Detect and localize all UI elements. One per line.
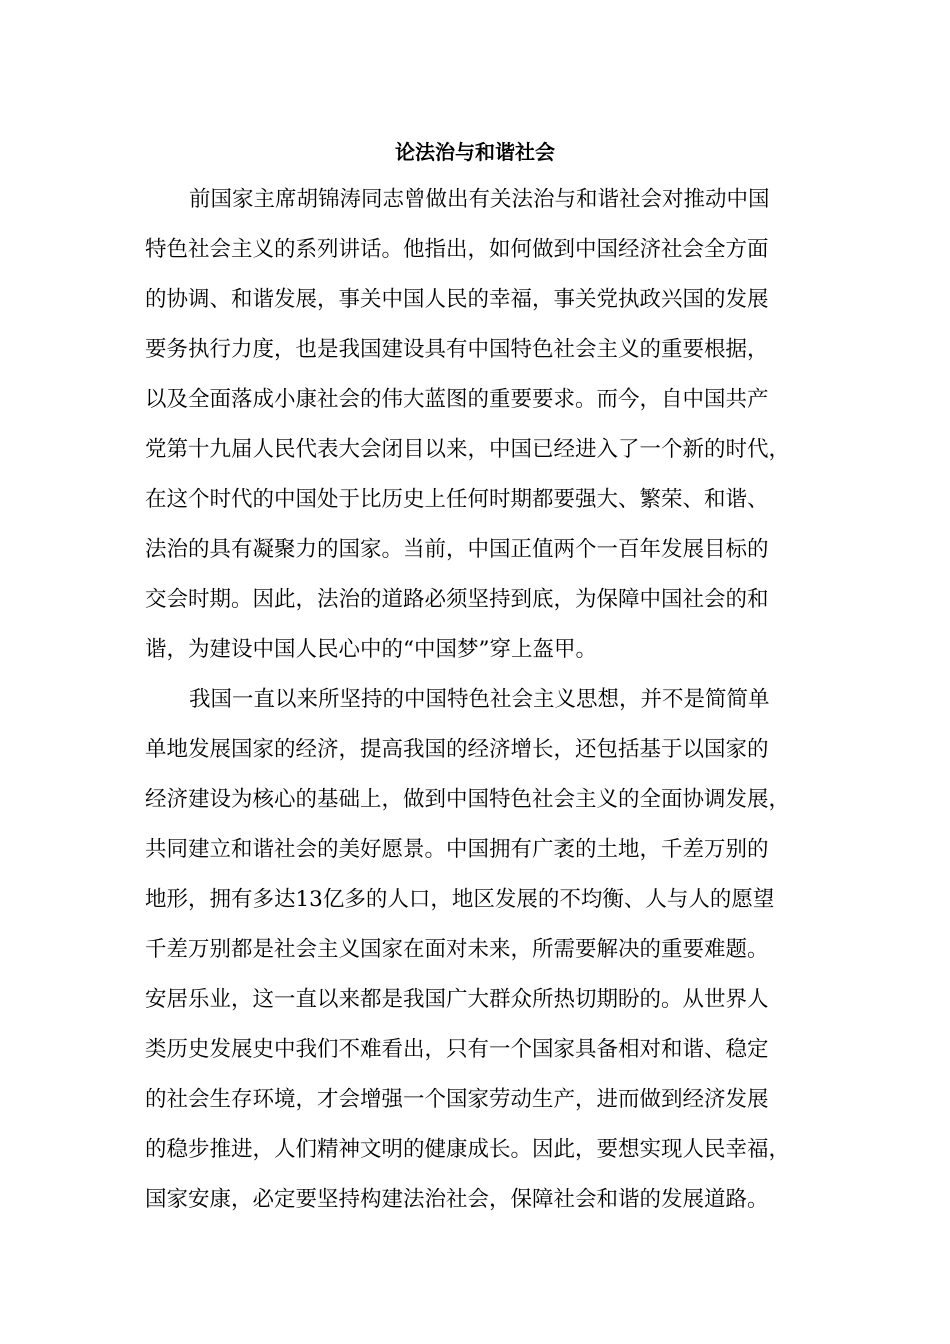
- paragraph-2-line-2: 单地发展国家的经济，提高我国的经济增长，还包括基于以国家的: [145, 737, 769, 762]
- paragraph-1-line-1: 前国家主席胡锦涛同志曾做出有关法治与和谐社会对推动中国: [189, 187, 770, 212]
- paragraph-2-line-3: 经济建设为核心的基础上，做到中国特色社会主义的全面协调发展，: [145, 787, 791, 812]
- paragraph-1-line-3: 的协调、和谐发展，事关中国人民的幸福，事关党执政兴国的发展: [145, 287, 769, 312]
- paragraph-1-line-4: 要务执行力度，也是我国建设具有中国特色社会主义的重要根据，: [145, 337, 769, 362]
- paragraph-2-line-7: 安居乐业，这一直以来都是我国广大群众所热切期盼的。从世界人: [145, 987, 769, 1012]
- paragraph-1-line-7: 在这个时代的中国处于比历史上任何时期都要强大、繁荣、和谐、: [145, 487, 769, 512]
- paragraph-2-line-1: 我国一直以来所坚持的中国特色社会主义思想，并不是简简单: [189, 687, 770, 712]
- paragraph-2-line-11: 国家安康，必定要坚持构建法治社会，保障社会和谐的发展道路。: [145, 1187, 769, 1212]
- paragraph-1-line-9: 交会时期。因此，法治的道路必须坚持到底，为保障中国社会的和: [145, 587, 769, 612]
- paragraph-2-line-10: 的稳步推进，人们精神文明的健康成长。因此，要想实现人民幸福，: [145, 1137, 791, 1162]
- paragraph-2-line-4: 共同建立和谐社会的美好愿景。中国拥有广袤的土地，千差万别的: [145, 837, 769, 862]
- paragraph-2-line-6: 千差万别都是社会主义国家在面对未来，所需要解决的重要难题。: [145, 937, 769, 962]
- paragraph-1-line-6: 党第十九届人民代表大会闭目以来，中国已经进入了一个新的时代，: [145, 437, 791, 462]
- paragraph-2-line-8: 类历史发展史中我们不难看出，只有一个国家具备相对和谐、稳定: [145, 1037, 769, 1062]
- paragraph-1-line-8: 法治的具有凝聚力的国家。当前，中国正值两个一百年发展目标的: [145, 537, 769, 562]
- paragraph-2-line-9: 的社会生存环境，才会增强一个国家劳动生产，进而做到经济发展: [145, 1087, 769, 1112]
- document-title: 论法治与和谐社会: [395, 140, 555, 164]
- paragraph-1-line-2: 特色社会主义的系列讲话。他指出，如何做到中国经济社会全方面: [145, 237, 769, 262]
- paragraph-2-line-5: 地形，拥有多达13亿多的人口，地区发展的不均衡、人与人的愿望: [145, 887, 775, 912]
- paragraph-1-line-5: 以及全面落成小康社会的伟大蓝图的重要要求。而今，自中国共产: [145, 387, 769, 412]
- paragraph-1-line-10: 谐，为建设中国人民心中的“中国梦”穿上盔甲。: [145, 637, 597, 662]
